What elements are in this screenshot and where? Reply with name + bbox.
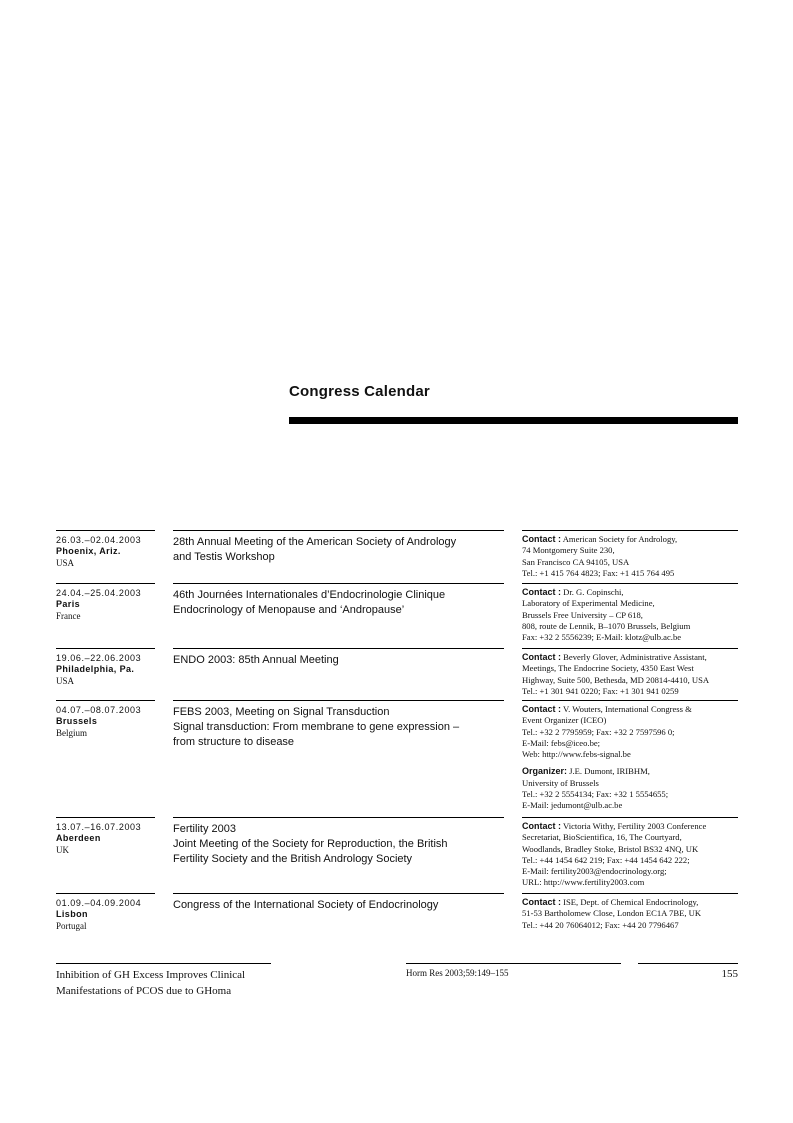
entry-event-line: ENDO 2003: 85th Annual Meeting (173, 654, 339, 666)
entry-city: Phoenix, Ariz. (56, 546, 121, 556)
entry-contact-line: E-Mail: febs@iceo.be; (522, 737, 601, 748)
contact-label: Contact : (522, 534, 561, 544)
entry-date: 01.09.–04.09.2004 (56, 898, 142, 908)
entry-contact-line: E-Mail: fertility2003@endocrinology.org; (522, 866, 667, 877)
entry-event-line: FEBS 2003, Meeting on Signal Transduction (173, 706, 390, 718)
entry-contact (522, 700, 738, 812)
entry-contact-line: URL: http://www.fertility2003.com (522, 877, 645, 888)
entry-organizer-line: University of Brussels (522, 777, 599, 788)
entry-event (173, 817, 504, 867)
entry-event-line: 28th Annual Meeting of the American Society of Andrology (173, 536, 457, 548)
footer-page-number: 155 (721, 968, 738, 980)
entry-contact-first-line (522, 652, 738, 663)
entry-contact (522, 583, 738, 643)
entry-date-location (56, 700, 155, 739)
organizer-label: Organizer: (522, 766, 568, 777)
entry-contact-line: Web: http://www.febs-signal.be (522, 749, 631, 760)
title-rule (289, 417, 738, 424)
entry-event (173, 700, 504, 750)
entry-contact-first-line (522, 587, 738, 598)
contact-name: V. Wouters, International Congress & (563, 704, 692, 714)
footer-article-title-line: Manifestations of PCOS due to GHoma (56, 985, 232, 997)
organizer-name: J.E. Dumont, IRIBHM, (569, 766, 650, 777)
contact-name: ISE, Dept. of Chemical Endocrinology, (563, 897, 699, 907)
entry-event (173, 893, 504, 913)
entry-organizer-first-line (522, 766, 738, 777)
entry-contact-first-line (522, 897, 738, 908)
entry-contact-line: Brussels Free University – CP 618, (522, 609, 643, 620)
entry-contact-line: Tel.: +1 301 941 0220; Fax: +1 301 941 0259 (522, 685, 679, 696)
entry-date-location (56, 817, 155, 856)
entry-date: 13.07.–16.07.2003 (56, 822, 142, 832)
contact-label: Contact : (522, 821, 561, 831)
entry-organizer (522, 766, 738, 811)
footer-journal-citation: Horm Res 2003;59:149–155 (406, 968, 509, 978)
entry-city: Aberdeen (56, 833, 101, 843)
entry-contact (522, 817, 738, 889)
footer-article-title-line: Inhibition of GH Excess Improves Clinical (56, 969, 246, 981)
entry-contact (522, 893, 738, 931)
entry-contact-line: Meetings, The Endocrine Society, 4350 East West (522, 663, 694, 674)
entry-city: Lisbon (56, 909, 88, 919)
entry-country: UK (56, 845, 69, 855)
entry-organizer-line: E-Mail: jedumont@ulb.ac.be (522, 800, 623, 811)
contact-name: Dr. G. Copinschi, (563, 587, 624, 597)
entry-contact-line: 74 Montgomery Suite 230, (522, 545, 615, 556)
footer-rule-right (638, 963, 738, 964)
entry-country: USA (56, 558, 75, 568)
entry-country: Portugal (56, 921, 87, 931)
entry-contact-line: Highway, Suite 500, Bethesda, MD 20814-4410, USA (522, 674, 710, 685)
entry-country: Belgium (56, 728, 87, 738)
entry-contact-line: Tel.: +44 20 76064012; Fax: +44 20 7796467 (522, 919, 679, 930)
entry-contact (522, 530, 738, 579)
entry-event-line: Signal transduction: From membrane to gene expression – (173, 721, 460, 733)
contact-label: Contact : (522, 704, 561, 714)
contact-label: Contact : (522, 652, 561, 662)
entry-date: 19.06.–22.06.2003 (56, 653, 142, 663)
entry-contact-line: Tel.: +32 2 7795959; Fax: +32 2 7597596 0; (522, 726, 675, 737)
entry-event-line: Fertility 2003 (173, 823, 236, 835)
entry-contact-first-line (522, 704, 738, 715)
entry-date-location (56, 583, 155, 622)
entry-contact-line: San Francisco CA 94105, USA (522, 556, 630, 567)
entry-event-line: Congress of the International Society of Endocrinology (173, 899, 439, 911)
contact-label: Contact : (522, 587, 561, 597)
entry-contact-line: Laboratory of Experimental Medicine, (522, 598, 655, 609)
entry-country: USA (56, 676, 75, 686)
entry-date-location (56, 648, 155, 687)
entry-city: Brussels (56, 716, 98, 726)
entry-city: Philadelphia, Pa. (56, 664, 135, 674)
entry-contact-line: 51-53 Bartholomew Close, London EC1A 7BE, UK (522, 908, 702, 919)
contact-name: Beverly Glover, Administrative Assistant, (563, 652, 707, 662)
entry-contact-line: Woodlands, Bradley Stoke, Bristol BS32 4NQ, UK (522, 843, 699, 854)
contact-label: Contact : (522, 897, 561, 907)
entry-date: 24.04.–25.04.2003 (56, 588, 142, 598)
entry-event-line: Fertility Society and the British Andrology Society (173, 853, 413, 865)
entry-date-location (56, 530, 155, 569)
entry-event-line: Endocrinology of Menopause and ‘Andropause’ (173, 604, 405, 616)
entry-event-line: 46th Journées Internationales d’Endocrinologie Clinique (173, 589, 446, 601)
entry-country: France (56, 611, 81, 621)
entry-contact-line: Secretariat, BioScientifica, 16, The Courtyard, (522, 832, 682, 843)
page-title: Congress Calendar (289, 383, 430, 400)
footer-article-title (56, 967, 316, 999)
entry-contact-first-line (522, 821, 738, 832)
footer-rule-left (56, 963, 271, 964)
entry-contact-line: Event Organizer (ICEO) (522, 715, 607, 726)
entry-event-line: and Testis Workshop (173, 551, 275, 563)
entry-contact-line: Fax: +32 2 5556239; E-Mail: klotz@ulb.ac.be (522, 632, 682, 643)
entry-event-line: from structure to disease (173, 736, 295, 748)
entry-organizer-line: Tel.: +32 2 5554134; Fax: +32 1 5554655; (522, 789, 669, 800)
footer-rule-center (406, 963, 621, 964)
entry-event-line: Joint Meeting of the Society for Reproduction, the British (173, 838, 448, 850)
entry-date: 26.03.–02.04.2003 (56, 535, 142, 545)
entry-contact (522, 648, 738, 697)
entry-contact-line: Tel.: +1 415 764 4823; Fax: +1 415 764 495 (522, 567, 675, 578)
entry-contact-line: Tel.: +44 1454 642 219; Fax: +44 1454 642 222; (522, 854, 690, 865)
entry-date-location (56, 893, 155, 932)
entry-event (173, 583, 504, 618)
entry-contact-first-line (522, 534, 738, 545)
entry-event (173, 530, 504, 565)
entry-city: Paris (56, 599, 81, 609)
entry-contact-line: 808, route de Lennik, B–1070 Brussels, Belgium (522, 620, 691, 631)
entry-date: 04.07.–08.07.2003 (56, 705, 142, 715)
contact-name: Victoria Withy, Fertility 2003 Conference (563, 821, 707, 831)
entry-event (173, 648, 504, 668)
contact-name: American Society for Andrology, (562, 534, 678, 544)
